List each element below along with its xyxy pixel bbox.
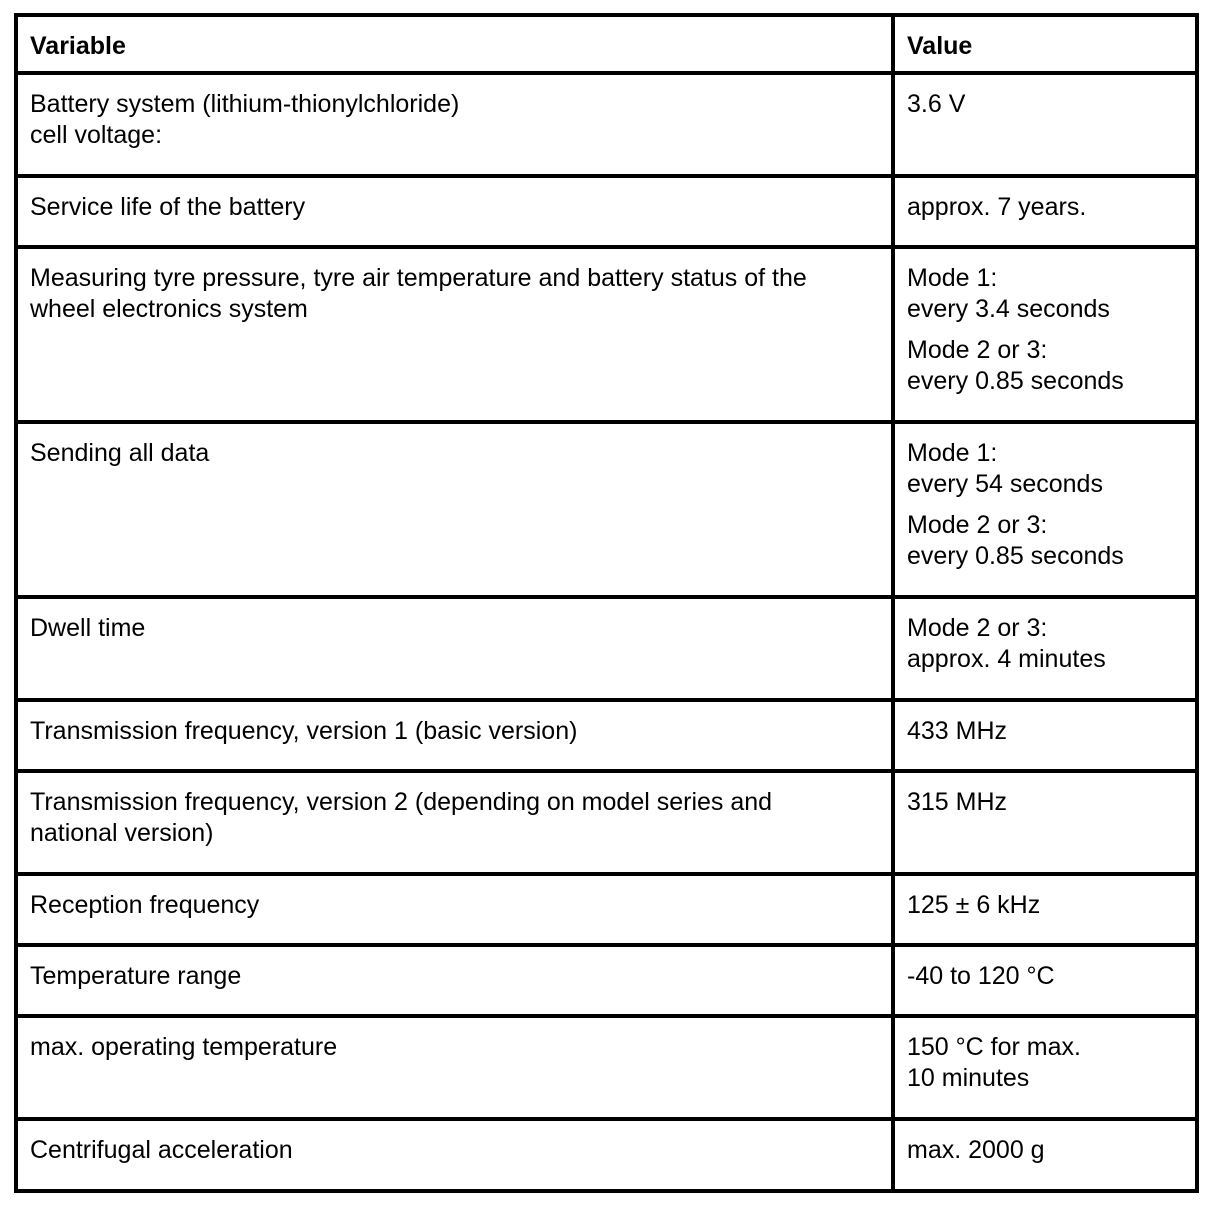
- table-row: [16, 176, 1197, 247]
- cell-value-line: Mode 2 or 3:: [907, 614, 1048, 642]
- cell-variable: [16, 771, 893, 874]
- cell-value-line: every 54 seconds: [907, 470, 1103, 498]
- cell-value-line: approx. 4 minutes: [907, 645, 1106, 673]
- table-row: [16, 700, 1197, 771]
- cell-value: [893, 1016, 1197, 1119]
- cell-value-line: Mode 1:: [907, 264, 998, 292]
- cell-variable: [16, 1016, 893, 1119]
- cell-variable-line: max. operating temperature: [30, 1033, 338, 1061]
- cell-variable-line: Service life of the battery: [30, 193, 306, 221]
- cell-value-line: 10 minutes: [907, 1064, 1030, 1092]
- table-row: [16, 1119, 1197, 1191]
- cell-variable-line: national version): [30, 819, 214, 847]
- cell-variable: [16, 422, 893, 597]
- cell-variable-line: Centrifugal acceleration: [30, 1136, 293, 1164]
- specification-table: [14, 13, 1199, 1193]
- table-row: [16, 771, 1197, 874]
- cell-value-line: -40 to 120 °C: [907, 962, 1055, 990]
- cell-value: [893, 422, 1197, 597]
- cell-value-line: 315 MHz: [907, 788, 1008, 816]
- cell-value-line: 433 MHz: [907, 717, 1008, 745]
- cell-variable-line: wheel electronics system: [30, 295, 308, 323]
- cell-variable: [16, 73, 893, 176]
- cell-variable: [16, 700, 893, 771]
- cell-value: [893, 597, 1197, 700]
- table-row: [16, 945, 1197, 1016]
- cell-variable-line: Reception frequency: [30, 891, 260, 919]
- cell-value-line: max. 2000 g: [907, 1136, 1045, 1164]
- cell-variable-line: Measuring tyre pressure, tyre air temperature and battery status of the: [30, 264, 807, 292]
- table-row: [16, 422, 1197, 597]
- cell-value: [893, 73, 1197, 176]
- cell-variable: [16, 247, 893, 422]
- cell-value: [893, 247, 1197, 422]
- table-row: [16, 874, 1197, 945]
- cell-value-line: every 0.85 seconds: [907, 367, 1124, 395]
- cell-value: [893, 176, 1197, 247]
- table-row: [16, 597, 1197, 700]
- cell-variable-line: Transmission frequency, version 2 (depending on model series and: [30, 788, 773, 816]
- table-row: [16, 1016, 1197, 1119]
- paragraph-gap: [907, 500, 1185, 510]
- cell-variable: [16, 176, 893, 247]
- cell-value: [893, 874, 1197, 945]
- cell-variable-line: Temperature range: [30, 962, 242, 990]
- cell-variable-line: cell voltage:: [30, 121, 163, 149]
- cell-variable: [16, 945, 893, 1016]
- paragraph-gap: [907, 325, 1185, 335]
- cell-value-line: Mode 2 or 3:: [907, 511, 1048, 539]
- cell-value-line: every 0.85 seconds: [907, 542, 1124, 570]
- cell-variable-line: Dwell time: [30, 614, 146, 642]
- cell-variable-line: Battery system (lithium-thionylchloride): [30, 90, 460, 118]
- cell-variable: [16, 874, 893, 945]
- cell-value: [893, 700, 1197, 771]
- cell-variable-line: Transmission frequency, version 1 (basic version): [30, 717, 578, 745]
- cell-value-line: every 3.4 seconds: [907, 295, 1110, 323]
- cell-value: [893, 1119, 1197, 1191]
- cell-value-line: 150 °C for max.: [907, 1033, 1081, 1061]
- header-value: Value: [893, 15, 1197, 73]
- cell-value-line: 3.6 V: [907, 90, 966, 118]
- cell-variable: [16, 597, 893, 700]
- cell-value-line: Mode 1:: [907, 439, 998, 467]
- table-body: [16, 73, 1197, 1191]
- cell-variable-line: Sending all data: [30, 439, 210, 467]
- cell-variable: [16, 1119, 893, 1191]
- cell-value-line: approx. 7 years.: [907, 193, 1087, 221]
- cell-value-line: 125 ± 6 kHz: [907, 891, 1041, 919]
- table-row: [16, 247, 1197, 422]
- cell-value: [893, 771, 1197, 874]
- header-variable: Variable: [16, 15, 893, 73]
- header-row: [16, 15, 1197, 73]
- cell-value: [893, 945, 1197, 1016]
- table-row: [16, 73, 1197, 176]
- cell-value-line: Mode 2 or 3:: [907, 336, 1048, 364]
